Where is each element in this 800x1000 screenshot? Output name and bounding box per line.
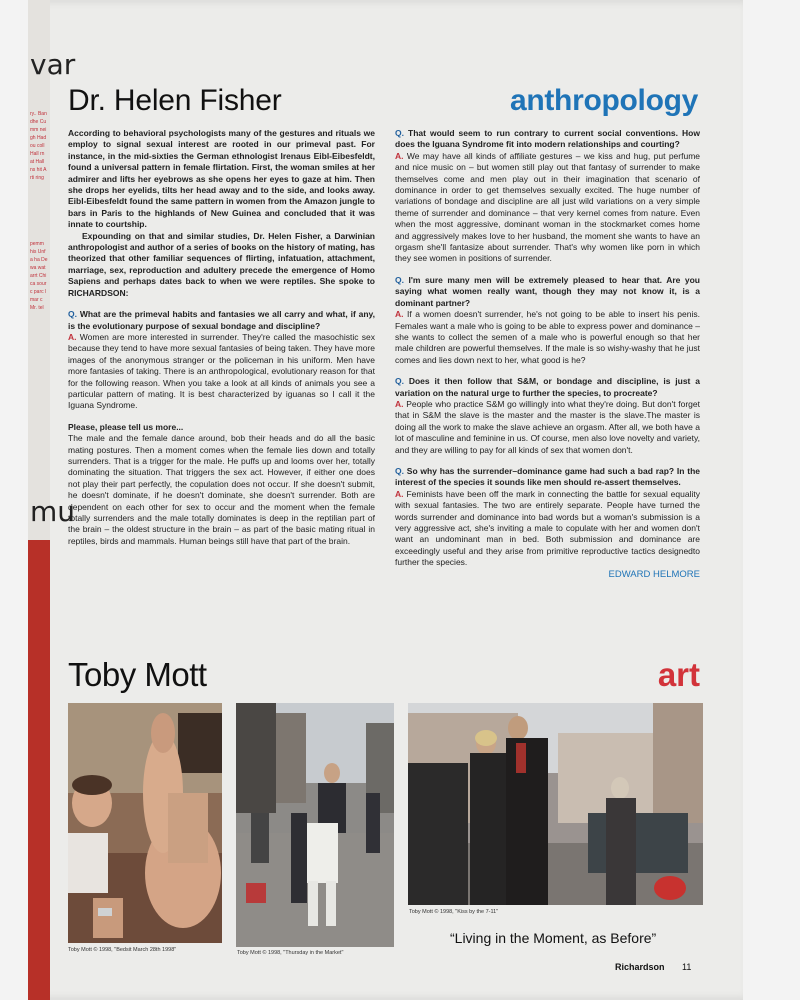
photo-bedsit [68,703,222,943]
photo-kiss-image [408,703,703,905]
question-2: Q. That would seem to run contrary to current social conventions. How does the Iguana Syndrome fit into modern relationships and courting? [395,128,700,150]
question-1: Q. What are the primeval habits and fantasies we all carry and what, if any, is the evolutionary purpose of sexual bondage and discipline? [68,309,375,331]
photo-kiss [408,703,703,905]
intro-paragraph-2: Expounding on that and similar studies, Dr. Helen Fisher, a Darwinian anthropologist and author of a series of books on the history of mating, has theorized that other familiar sequences of flirting, infatuation, attachment, marriage, sex, reproduction and adultery precede the emergence of Homo Sapiens and perhaps dates back to when we were reptiles. She spoke to RICHARDSON: [68,230,375,298]
section-title-art: art [657,656,700,693]
photo-market-image [236,703,394,947]
subhead: Please, please tell us more... [68,421,184,432]
caption-photo-2: Toby Mott © 1998, "Thursday in the Market" [237,950,344,956]
left-article-column [68,128,375,547]
question-4: Q. Does it then follow that S&M, or bondage and discipline, is just a variation on the natural urge to further the species, to procreate? [395,376,700,398]
prev-page-fragment-mid: mu [30,495,76,528]
pull-quote: “Living in the Moment, as Before” [450,930,657,946]
section-title-anthropology: anthropology [509,84,698,117]
answer-2: A. We may have all kinds of affiliate gestures – we kiss and hug, put perfume and nice music on – but women still play out that fantasy of surrender to make themselves come and men play out in their imagination that scenario of dominance in order to get themselves sexually excited. The huge number of variations of bondage and discipline are all just wild variations on a very simple theme of surrender and dominance – that very kernel comes from nature. Even when the most aggressive, dominant woman in the stockmarket comes home and aggressively makes love to her husband, the moment she wants to have an orgasm she'll fantasize about surrender. That's why women like porn in which they see women in positions of surrender. [395,150,700,264]
answer-3: A. If a women doesn't surrender, he's not going to be able to insert his penis. Females want a male who is going to be able to express power and dominance – she wants to collect the semen of a male who is powerful enough so that her male children are powerful themselves. If the male is so wishy-washy that he just comes and lies down next to her, what good is he? [395,309,700,365]
answer-5: A. Feminists have been off the mark in connecting the battle for sexual equality with sexual fantasies. The two are entirely separate. People have turned the words surrender and dominance into bad words but a woman's submission is a very aggressive act, she's inviting a male to copulate with her and women don't want an undominant man in bed. Both submission and dominance are exceedingly useful and they arise from primitive reproductive tactics designedto further the species. [395,488,700,568]
page-number: 11 [682,962,692,972]
prev-page-red-text: ry.. Bandhe Cumm neigh Hadou coll Hall rn at Hall ns hit Arti ring [30,111,47,181]
artist-name-title: Toby Mott [68,656,207,693]
right-article-column [395,128,700,580]
caption-photo-3: Toby Mott © 1998, "Kiss by the 7-11" [409,909,499,915]
question-3: Q. I'm sure many men will be extremely pleased to hear that. Are you saying what women really want, though they may not know it, is a dominant partner? [395,274,700,308]
answer-4: A. People who practice S&M go willingly into what they're doing. But don't forget that in S&M the slave is the master and the master is the slave.The master is doing all the work to make the slave achieve an orgasm. After all, we both have a lot of masculine and feminine in us. Of course, men also love novelty and variety, and they are willing to pay for all kinds of sex that women don't. [395,398,700,455]
prev-page-red-block [28,540,50,1000]
previous-page-edge [28,0,76,1000]
answer-1: A. Women are more interested in surrender. They're called the masochistic sex because they tend to have more sexual fantasies of being taken. They have more images of the anonymous stranger or the policeman in his uniform. Men have more fantasies of taking. There is an anthropological, evolutionary reason for that for the following reason. When you take a look at all kinds of animals you see a particular pattern of mating. It is best characterized by iguanas so I call it the Iguana Syndrome. [68,331,375,411]
photo-bedsit-image [68,703,222,943]
photo-market [236,703,394,947]
caption-photo-1: Toby Mott © 1998, "Bedsit March 28th 1998" [68,947,177,953]
footer-publication: Richardson [615,962,665,972]
body-paragraph: The male and the female dance around, bob their heads and do all the basic mating postures. Then a moment comes when the female lies down and totally surrenders. That is a trigger for the male. He puffs up and looms over her, totally dominating the situation. That triggers the sex act. However, if either one does not play their part perfectly, the copulation does not occur. If she doesn't submit, he doesn't dominate, if he doesn't dominate, she doesn't surrender. Both are dependent on each other for sex to occur and the moment when the female totally surrenders and the male totally dominates is deep in the reptilian part of the brain – the oldest structure in the brain – as part of the basic mating ritual in reptiles, birds and mammals. Human beings still have that part of the brain. [68,433,375,546]
prev-page-fragment-top: var [30,48,76,81]
author-byline: EDWARD HELMORE [608,568,700,580]
intro-paragraph: According to behavioral psychologists many of the gestures and rituals we employ to signal sexual interest are rooted in our primeval past. For instance, in the mid-sixties the German ethnologist Irenaus Eibl-Eibesfeldt, found a universal pattern in female flirtation. First, the woman smiles at her admirer and lifts her eyebrows as she opens her eyes to gaze at him. Then she drops her eyelids, tilts her head away and to the side, and looks away. Eibl-Eibesfeldt found the same pattern in women from the Amazon jungle to bars in Paris to the highlands of New Guinea and concluded that it was innate to courtship. [68,128,375,230]
prev-page-red-text-2: pemm his Unfa ha Dewa wat arrt Chica sourc parc lmar c Mr. tel [30,241,48,311]
interview-subject-title: Dr. Helen Fisher [68,84,282,117]
question-5: Q. So why has the surrender–dominance game had such a bad rap? In the interest of the species it sounds like men should re-assert themselves. [395,465,700,488]
